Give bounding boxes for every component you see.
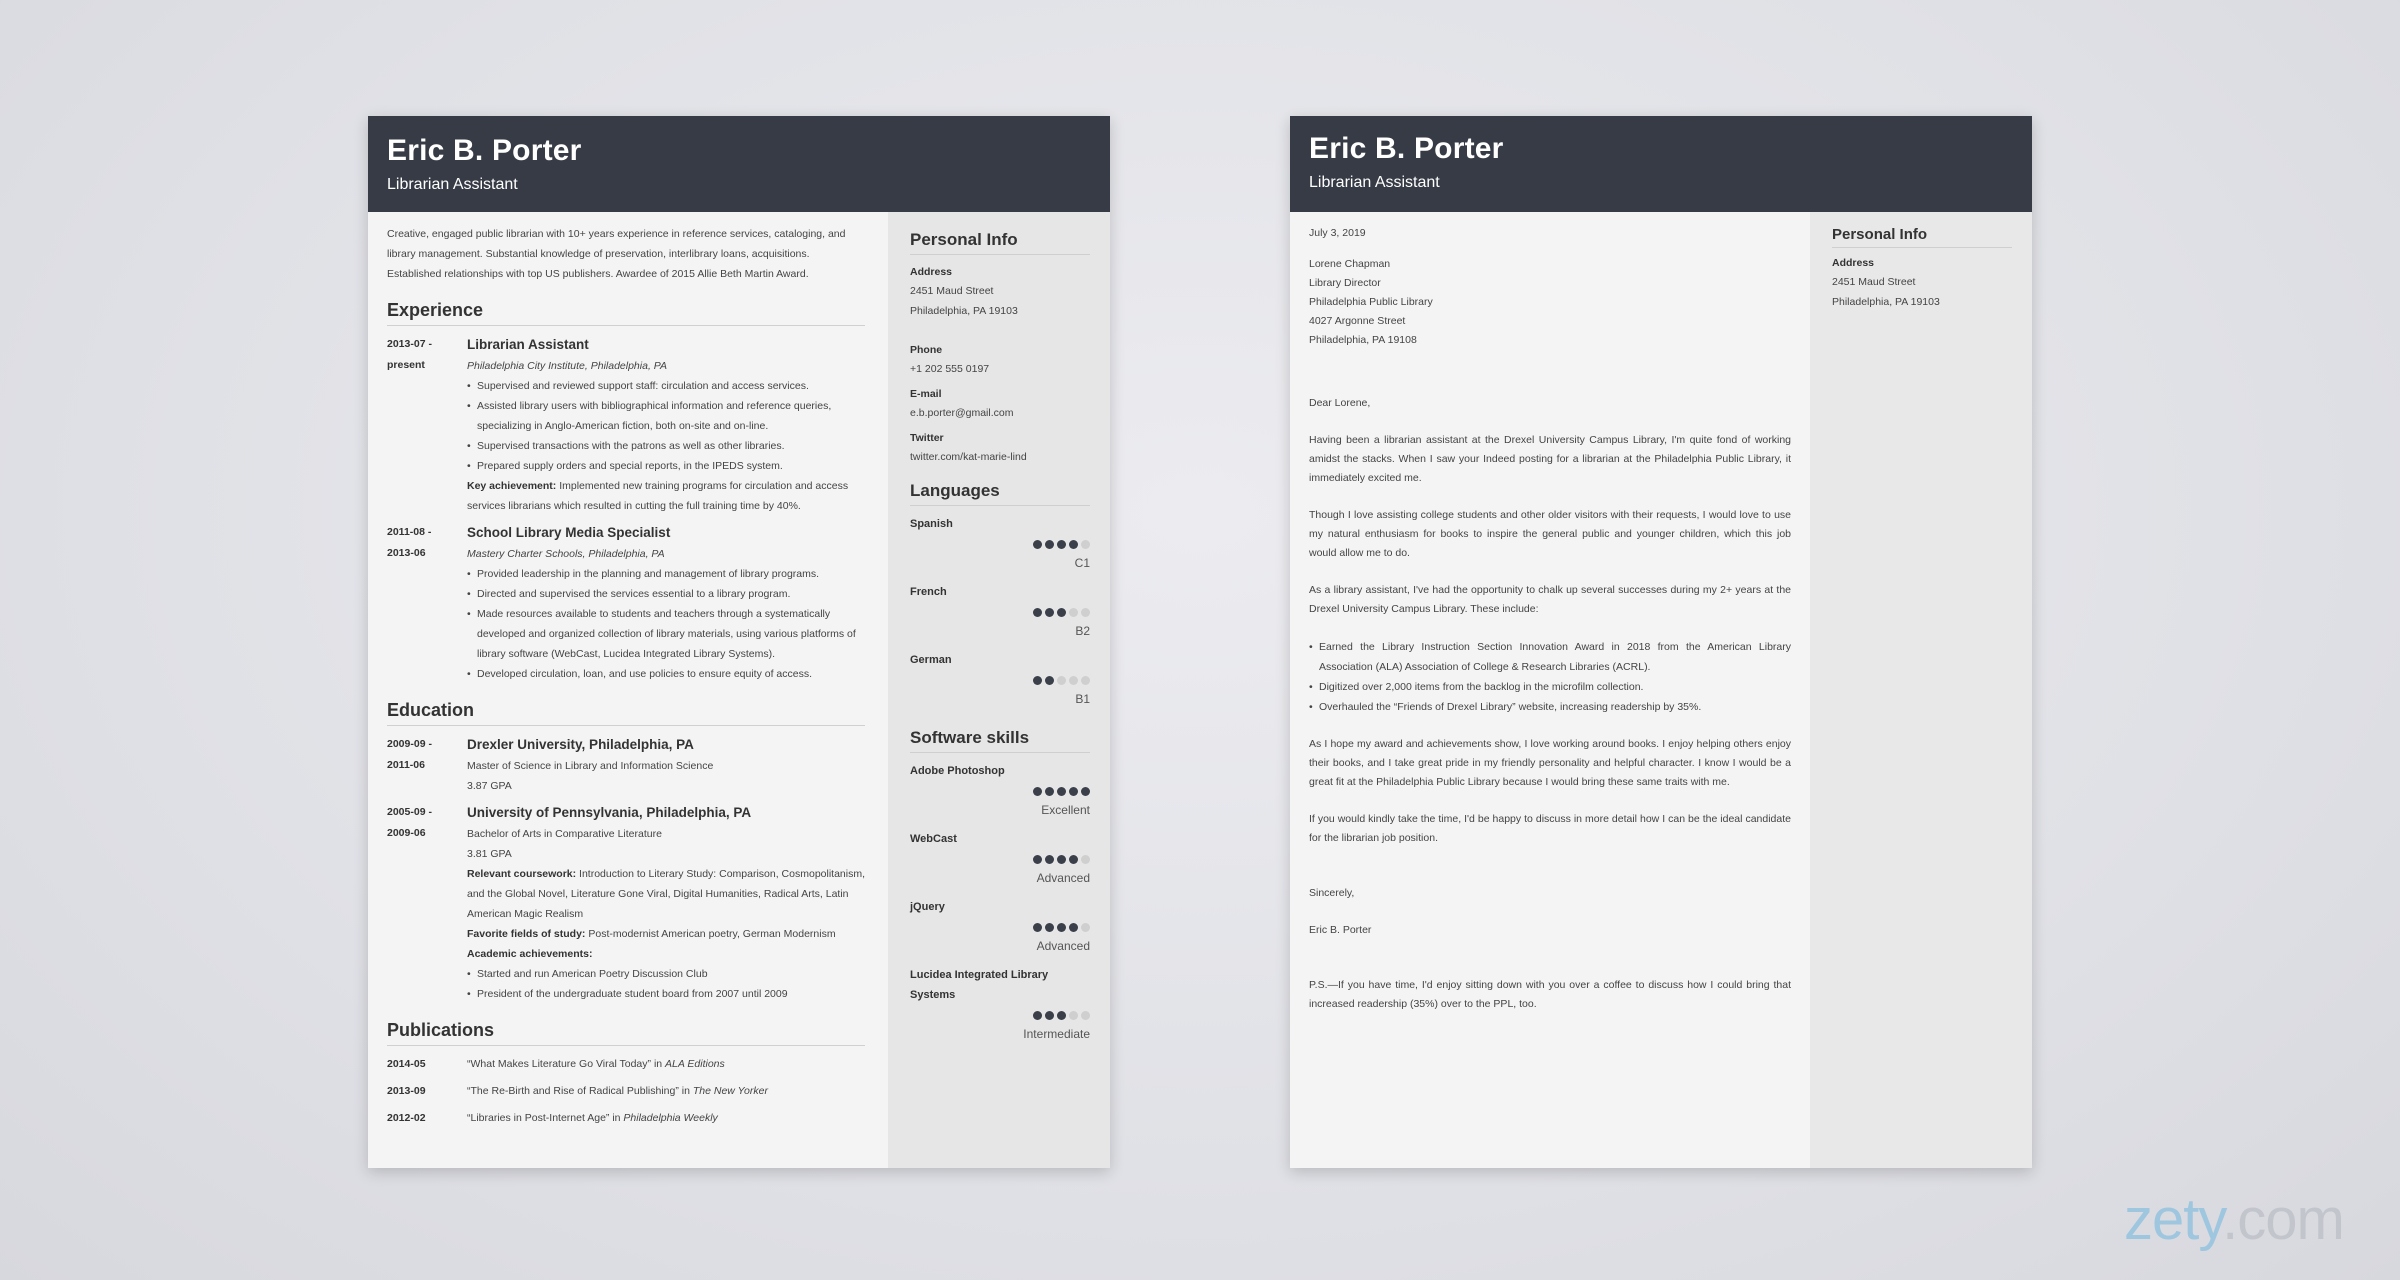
publication-date: 2014-05: [387, 1058, 426, 1070]
experience-date: 2013-07 - present: [387, 338, 432, 371]
rating-dot: [1081, 923, 1090, 932]
letter-header: [1290, 116, 2032, 212]
publication-entry: [387, 1081, 865, 1108]
twitter-value: twitter.com/kat-marie-lind: [910, 451, 1027, 463]
recipient-line: Lorene Chapman: [1309, 258, 1391, 270]
skill-level: Excellent: [1041, 803, 1090, 817]
rating-dot: [1045, 608, 1054, 617]
publication-date: 2012-02: [387, 1112, 426, 1124]
rating-dot: [1045, 540, 1054, 549]
skill-rating: [1033, 676, 1090, 685]
resume-name: Eric B. Porter: [387, 134, 582, 167]
skill-item: [910, 761, 1090, 829]
rating-dot: [1069, 1011, 1078, 1020]
education-degree: Master of Science in Library and Information Science: [467, 760, 714, 772]
rating-dot: [1033, 855, 1042, 864]
list-item: • Earned the Library Instruction Section Innovation Award in 2018 from the American Library Association (ALA) Association of College & Research Libraries (ACRL).: [1309, 637, 1791, 677]
rating-dot: [1033, 540, 1042, 549]
list-item: • Developed circulation, loan, and use policies to ensure equity of access.: [467, 664, 865, 684]
rating-dot: [1081, 855, 1090, 864]
list-item: • President of the undergraduate student board from 2007 until 2009: [467, 984, 865, 1004]
email-value: e.b.porter@gmail.com: [910, 407, 1014, 419]
phone-label: Phone: [910, 344, 943, 356]
key-achievement: Key achievement: Implemented new training programs for circulation and access services librarians which resulted in cutting the full training time by 40%.: [467, 480, 849, 512]
experience-title: School Library Media Specialist: [467, 525, 671, 540]
address-line: Philadelphia, PA 19103: [910, 305, 1018, 317]
skill-level: Advanced: [1036, 939, 1090, 953]
recipient-line: 4027 Argonne Street: [1309, 315, 1406, 327]
experience-org: Mastery Charter Schools, Philadelphia, PA: [467, 548, 665, 560]
rating-dot: [1057, 923, 1066, 932]
software-heading: Software skills: [910, 728, 1090, 753]
cover-letter-page: [1290, 116, 2032, 1168]
list-item: • Directed and supervised the services essential to a library program.: [467, 584, 865, 604]
skill-item: [910, 965, 1090, 1053]
publications-heading: Publications: [387, 1020, 865, 1046]
rating-dot: [1057, 855, 1066, 864]
address-line: 2451 Maud Street: [910, 285, 994, 297]
rating-dot: [1081, 540, 1090, 549]
rating-dot: [1033, 787, 1042, 796]
rating-dot: [1045, 787, 1054, 796]
paragraph: As I hope my award and achievements show, I love working around books. I enjoy helping others enjoy their books, and I take great pride in my friendly personality and helpful character. I know I would be a great fit at the Philadelphia Public Library because I would bring these same traits with me.: [1309, 738, 1791, 788]
rating-dot: [1081, 608, 1090, 617]
education-date: 2009-09 - 2011-06: [387, 738, 432, 771]
list-item: • Supervised and reviewed support staff: circulation and access services.: [467, 376, 865, 396]
skill-name: Spanish: [910, 518, 953, 530]
rating-dot: [1045, 855, 1054, 864]
rating-dot: [1045, 1011, 1054, 1020]
resume-page: [368, 116, 1110, 1168]
skill-level: Advanced: [1036, 871, 1090, 885]
recipient-line: Philadelphia Public Library: [1309, 296, 1433, 308]
recipient-line: Library Director: [1309, 277, 1381, 289]
skill-item: [910, 650, 1090, 718]
education-heading: Education: [387, 700, 865, 726]
education-gpa: 3.81 GPA: [467, 848, 512, 860]
skill-level: C1: [1074, 556, 1090, 570]
rating-dot: [1033, 608, 1042, 617]
skill-item: [910, 582, 1090, 650]
experience-date: 2011-08 - 2013-06: [387, 526, 432, 559]
publication-entry: [387, 1054, 865, 1081]
skill-level: Intermediate: [1023, 1027, 1090, 1041]
phone-value: +1 202 555 0197: [910, 363, 990, 375]
skill-item: [910, 897, 1090, 965]
rating-dot: [1069, 855, 1078, 864]
letter-bullets: [1309, 637, 1791, 717]
skill-rating: [1033, 855, 1090, 864]
resume-sidebar: [888, 212, 1110, 1168]
education-entry: [387, 734, 865, 796]
experience-title: Librarian Assistant: [467, 337, 589, 352]
list-item: • Prepared supply orders and special reports, in the IPEDS system.: [467, 456, 865, 476]
paragraph: Having been a librarian assistant at the Drexel University Campus Library, I'm quite fond of working amidst the stacks. When I saw your Indeed posting for a librarian at the Philadelphia Public Library, it immediately excited me.: [1309, 434, 1791, 484]
salutation: Dear Lorene,: [1309, 397, 1371, 409]
experience-entry: [387, 334, 865, 516]
publication-date: 2013-09: [387, 1085, 426, 1097]
zety-logo: zety.com: [2124, 1187, 2344, 1252]
rating-dot: [1069, 787, 1078, 796]
skill-item: [910, 829, 1090, 897]
paragraph: If you would kindly take the time, I'd be happy to discuss in more detail how I can be the ideal candidate for the librarian job position.: [1309, 813, 1791, 844]
rating-dot: [1033, 676, 1042, 685]
favorite-fields: Favorite fields of study: Post-modernist American poetry, German Modernism: [467, 928, 836, 940]
education-gpa: 3.87 GPA: [467, 780, 512, 792]
experience-bullets: [467, 376, 865, 476]
education-entry: [387, 802, 865, 1004]
publication-title: “The Re-Birth and Rise of Radical Publishing” in The New Yorker: [467, 1085, 768, 1097]
publication-entry: [387, 1108, 865, 1135]
publication-title: “Libraries in Post-Internet Age” in Philadelphia Weekly: [467, 1112, 718, 1124]
closing: Sincerely,: [1309, 887, 1355, 899]
resume-summary: Creative, engaged public librarian with 10+ years experience in reference services, cataloging, and library management. Substantial knowledge of preservation, interlibrary loans, acquisitions. Established relationships with top US publishers. Awardee of 2015 Allie Beth Martin Award.: [387, 228, 846, 280]
skill-rating: [1033, 1011, 1090, 1020]
publication-title: “What Makes Literature Go Viral Today” in ALA Editions: [467, 1058, 725, 1070]
academic-achievements: [467, 964, 865, 1004]
rating-dot: [1081, 676, 1090, 685]
relevant-coursework: Relevant coursework: Introduction to Literary Study: Comparison, Cosmopolitanism, and the Global Novel, Literature Gone Viral, Digital Humanities, Radical Arts, Latin American Magic Realism: [467, 868, 866, 920]
rating-dot: [1057, 608, 1066, 617]
skill-name: German: [910, 654, 952, 666]
list-item: • Digitized over 2,000 items from the backlog in the microfilm collection.: [1309, 677, 1791, 697]
skill-rating: [1033, 787, 1090, 796]
rating-dot: [1057, 787, 1066, 796]
rating-dot: [1033, 923, 1042, 932]
signature: Eric B. Porter: [1309, 924, 1372, 936]
skill-level: B2: [1075, 624, 1090, 638]
address-label: Address: [910, 266, 953, 278]
software-list: [910, 761, 1090, 1053]
experience-bullets: [467, 564, 865, 684]
languages-heading: Languages: [910, 481, 1090, 506]
skill-rating: [1033, 923, 1090, 932]
experience-entry: [387, 522, 865, 684]
experience-heading: Experience: [387, 300, 865, 326]
letter-sidebar: [1810, 212, 2032, 1168]
rating-dot: [1069, 540, 1078, 549]
email-label: E-mail: [910, 388, 942, 400]
list-item: • Assisted library users with bibliographical information and reference queries, specializing in Anglo-American fiction, both on-site and on-line.: [467, 396, 865, 436]
skill-name: jQuery: [910, 901, 945, 913]
resume-header: [368, 116, 1110, 212]
twitter-label: Twitter: [910, 432, 944, 444]
recipient-line: Philadelphia, PA 19108: [1309, 334, 1417, 346]
list-item: • Made resources available to students and teachers through a systematically developed and organized collection of library materials, using various platforms of library software (WebCast, Lucidea Integrated Library Systems).: [467, 604, 865, 664]
rating-dot: [1045, 923, 1054, 932]
skill-name: Adobe Photoshop: [910, 765, 1005, 777]
languages-list: [910, 514, 1090, 718]
address-line: Philadelphia, PA 19103: [1832, 296, 1940, 308]
skill-rating: [1033, 608, 1090, 617]
resume-main-column: [387, 212, 865, 1135]
recipient-block: [1309, 255, 1791, 350]
rating-dot: [1057, 1011, 1066, 1020]
personal-info-heading: Personal Info: [1832, 226, 2012, 248]
paragraph: As a library assistant, I've had the opportunity to chalk up several successes during my 2+ years at the Drexel University Campus Library. These include:: [1309, 584, 1791, 615]
rating-dot: [1069, 923, 1078, 932]
personal-info-heading: Personal Info: [910, 230, 1090, 255]
skill-name: French: [910, 586, 947, 598]
list-item: • Started and run American Poetry Discussion Club: [467, 964, 865, 984]
letter-name: Eric B. Porter: [1309, 132, 1504, 165]
skill-rating: [1033, 540, 1090, 549]
list-item: • Overhauled the “Friends of Drexel Library” website, increasing readership by 35%.: [1309, 697, 1791, 717]
education-degree: Bachelor of Arts in Comparative Literature: [467, 828, 662, 840]
rating-dot: [1033, 1011, 1042, 1020]
address-line: 2451 Maud Street: [1832, 276, 1916, 288]
academic-achievements-label: Academic achievements:: [467, 948, 593, 960]
rating-dot: [1057, 540, 1066, 549]
letter-job-title: Librarian Assistant: [1309, 174, 1440, 191]
skill-name: WebCast: [910, 833, 957, 845]
education-date: 2005-09 - 2009-06: [387, 806, 432, 839]
letter-date: July 3, 2019: [1309, 227, 1366, 239]
resume-job-title: Librarian Assistant: [387, 176, 518, 193]
education-school: Drexler University, Philadelphia, PA: [467, 737, 694, 752]
letter-body: [1309, 212, 1791, 1014]
list-item: • Provided leadership in the planning and management of library programs.: [467, 564, 865, 584]
skill-item: [910, 514, 1090, 582]
postscript: P.S.—If you have time, I'd enjoy sitting down with you over a coffee to discuss how I could bring that increased readership (35%) over to the PPL, too.: [1309, 979, 1791, 1010]
rating-dot: [1081, 787, 1090, 796]
list-item: • Supervised transactions with the patrons as well as other libraries.: [467, 436, 865, 456]
rating-dot: [1057, 676, 1066, 685]
experience-org: Philadelphia City Institute, Philadelphia, PA: [467, 360, 668, 372]
rating-dot: [1045, 676, 1054, 685]
rating-dot: [1069, 676, 1078, 685]
paragraph: Though I love assisting college students and other older visitors with their requests, I would love to use my natural enthusiasm for books to inspire the general public and younger children, which this job would allow me to do.: [1309, 509, 1791, 559]
skill-name: Lucidea Integrated Library Systems: [910, 969, 1049, 1001]
rating-dot: [1069, 608, 1078, 617]
skill-level: B1: [1075, 692, 1090, 706]
address-label: Address: [1832, 257, 1875, 269]
rating-dot: [1081, 1011, 1090, 1020]
education-school: University of Pennsylvania, Philadelphia, PA: [467, 805, 752, 820]
